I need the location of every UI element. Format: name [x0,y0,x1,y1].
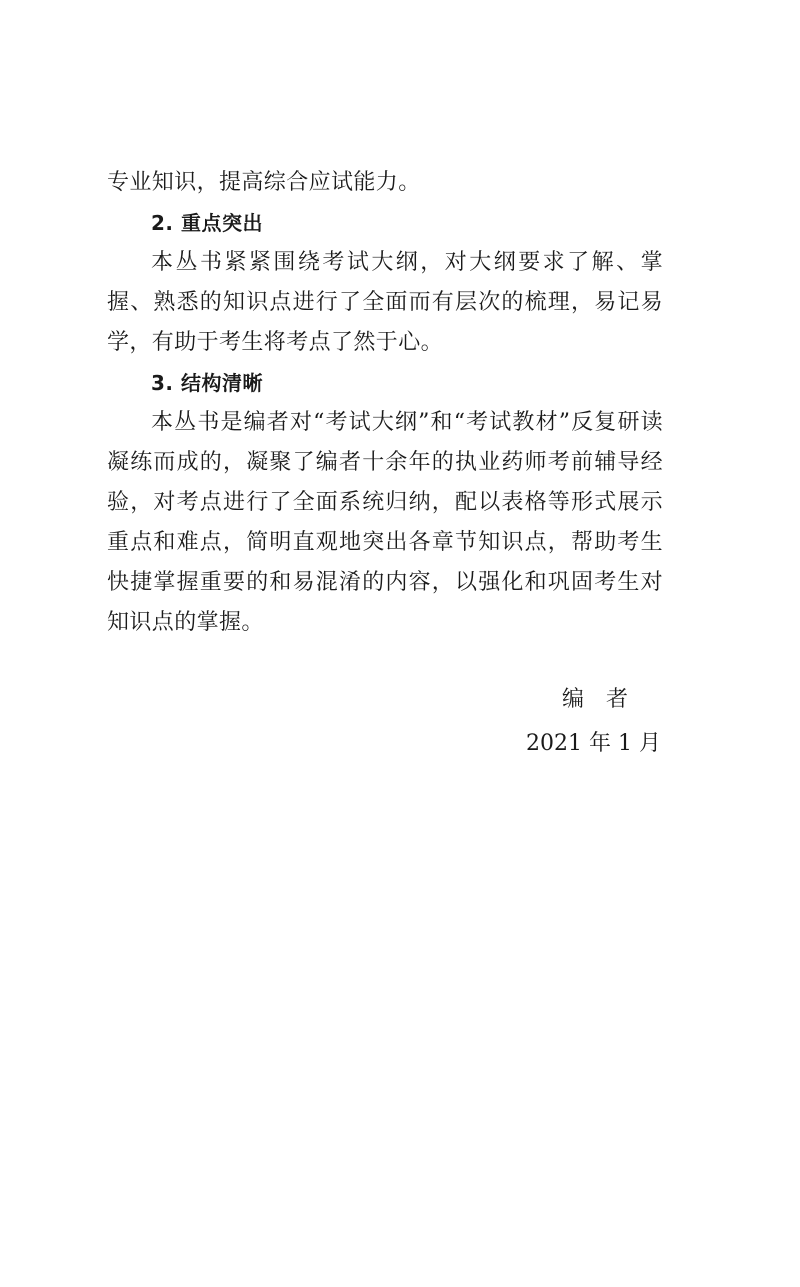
section-heading: 2. 重点突出 [151,211,263,235]
section-body: 本丛书是编者对“考试大纲”和“考试教材”反复研读凝练而成的，凝聚了编者十余年的执业药师考前辅导经验，对考点进行了全面系统归纳，配以表格等形式展示重点和难点，简明直观地突出各章节知识点，帮助考生快捷掌握重要的和易混淆的内容，以强化和巩固考生对知识点的掌握。 [107,410,663,635]
signature-block [107,681,663,763]
intro-continuation: 专业知识，提高综合应试能力。 [107,170,421,195]
section-key-points [107,203,663,363]
section-heading: 3. 结构清晰 [151,371,263,395]
signature-date: 2021 年 1 月 [526,731,661,756]
signature-author: 编者 [561,687,650,712]
preface-page [107,163,663,763]
section-body: 本丛书紧紧围绕考试大纲，对大纲要求了解、掌握、熟悉的知识点进行了全面而有层次的梳理，易记易学，有助于考生将考点了然于心。 [107,250,663,355]
section-clear-structure [107,363,663,643]
